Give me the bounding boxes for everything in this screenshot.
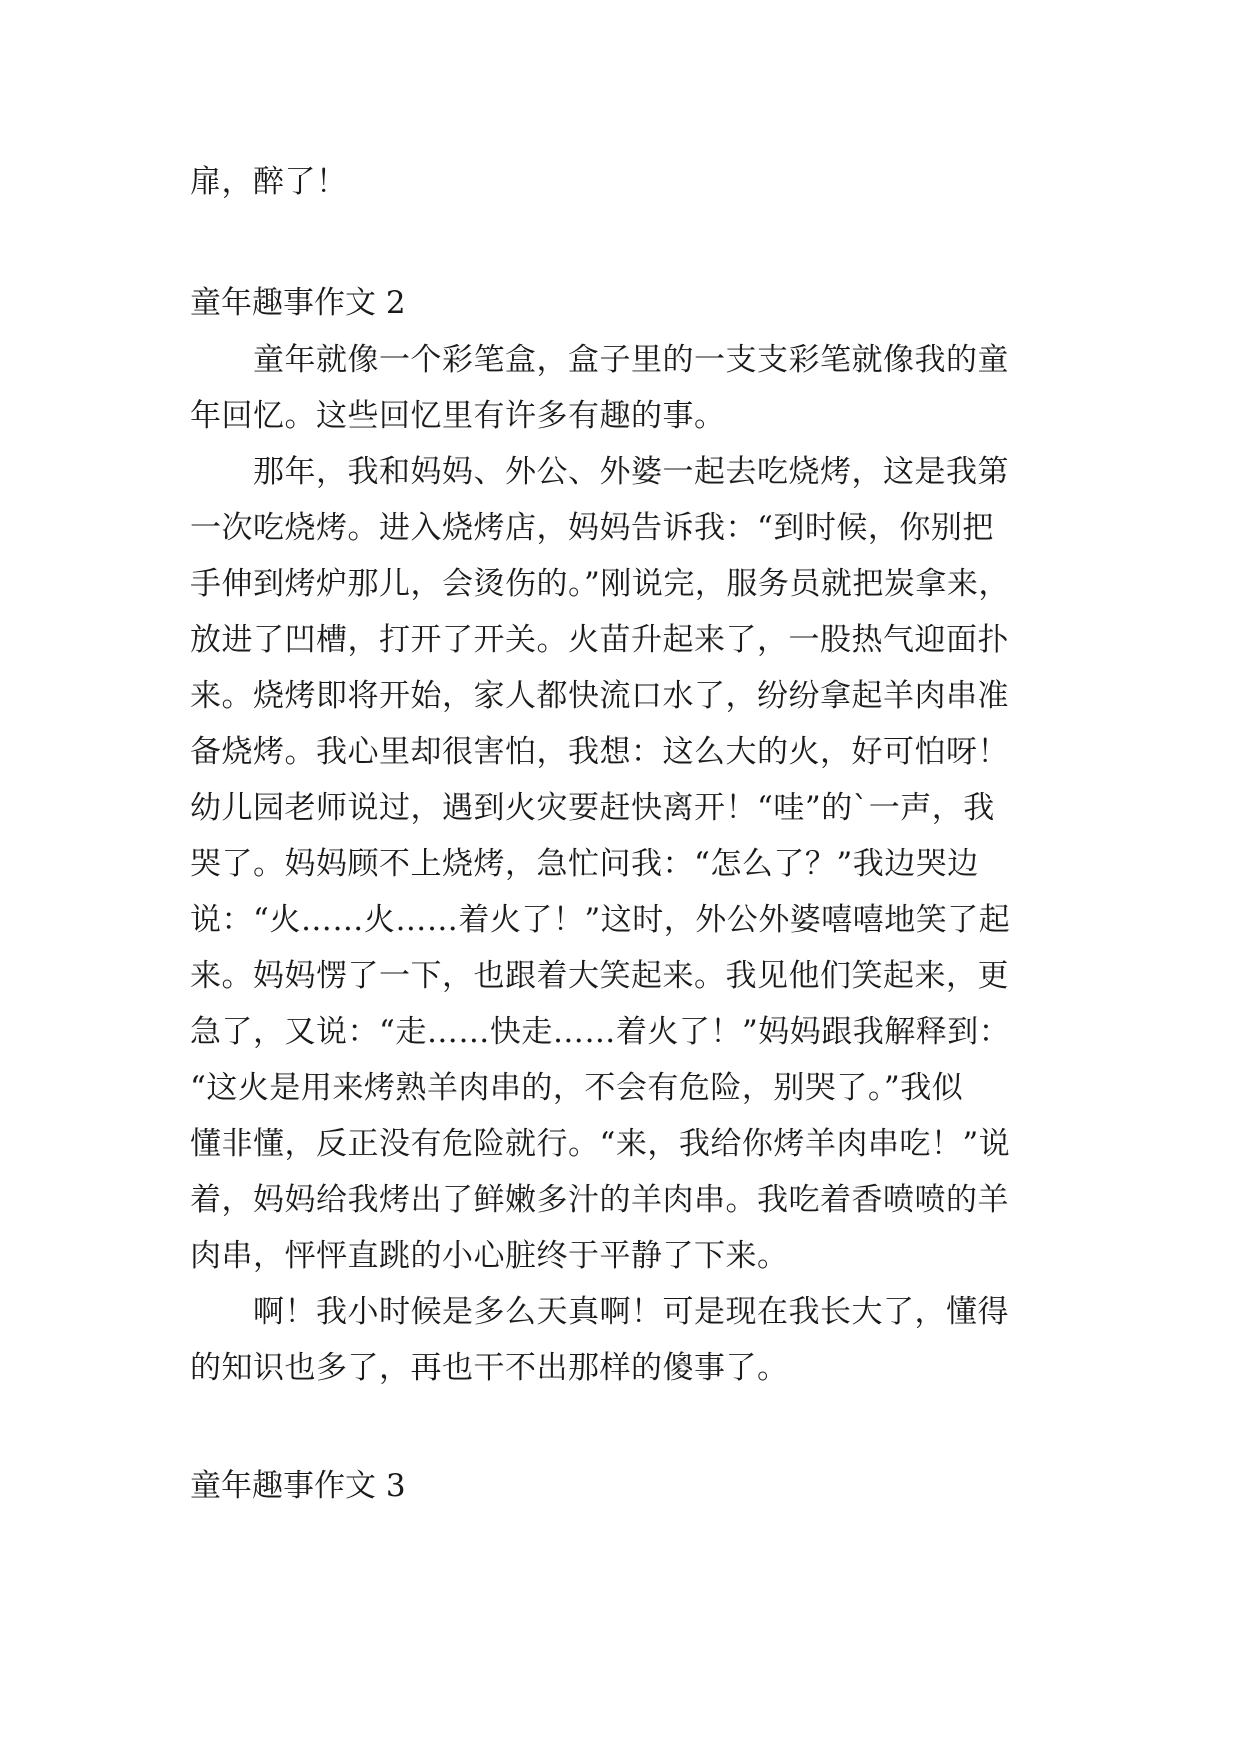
text-line: 年回忆。这些回忆里有许多有趣的事。	[190, 398, 726, 434]
text-line: 那年，我和妈妈、外公、外婆一起去吃烧烤，这是我第	[190, 454, 1009, 490]
text-line: 扉，醉了！	[190, 164, 348, 200]
text-line: 幼儿园老师说过，遇到火灾要赶快离开！“哇”的`一声，我	[190, 790, 995, 826]
text-line: 来。妈妈愣了一下，也跟着大笑起来。我见他们笑起来，更	[190, 958, 1009, 994]
text-line: 一次吃烧烤。进入烧烤店，妈妈告诉我：“到时候，你别把	[190, 510, 994, 546]
text-line: 啊！我小时候是多么天真啊！可是现在我长大了，懂得	[190, 1294, 1009, 1330]
section-heading-2: 童年趣事作文 2	[190, 285, 406, 321]
text-line: 的知识也多了，再也干不出那样的傻事了。	[190, 1350, 789, 1386]
text-line: “这火是用来烤熟羊肉串的，不会有危险，别哭了。”我似	[190, 1070, 964, 1106]
text-line: 手伸到烤炉那儿，会烫伤的。”刚说完，服务员就把炭拿来，	[190, 566, 1010, 602]
text-line: 来。烧烤即将开始，家人都快流口水了，纷纷拿起羊肉串准	[190, 678, 1009, 714]
text-line: 着，妈妈给我烤出了鲜嫩多汁的羊肉串。我吃着香喷喷的羊	[190, 1182, 1009, 1218]
section-heading-3: 童年趣事作文 3	[190, 1468, 406, 1504]
text-line: 放进了凹槽，打开了开关。火苗升起来了，一股热气迎面扑	[190, 622, 1009, 658]
text-line: 急了，又说：“走……快走……着火了！”妈妈跟我解释到：	[190, 1014, 1011, 1050]
text-line: 说：“火……火……着火了！”这时，外公外婆嘻嘻地笑了起	[190, 902, 1011, 938]
text-line: 童年就像一个彩笔盒，盒子里的一支支彩笔就像我的童	[190, 342, 1009, 378]
text-line: 备烧烤。我心里却很害怕，我想：这么大的火，好可怕呀！	[190, 734, 1009, 770]
text-line: 哭了。妈妈顾不上烧烤，急忙问我：“怎么了？”我边哭边	[190, 846, 979, 882]
text-line: 肉串，怦怦直跳的小心脏终于平静了下来。	[190, 1238, 789, 1274]
text-line: 懂非懂，反正没有危险就行。“来，我给你烤羊肉串吃！”说	[190, 1126, 1011, 1162]
